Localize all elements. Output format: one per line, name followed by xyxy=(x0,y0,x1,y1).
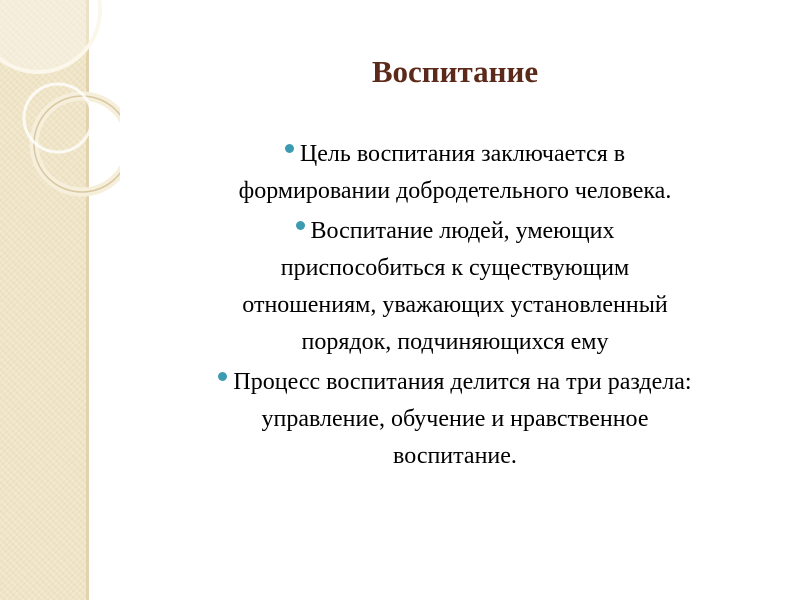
content-area xyxy=(110,0,800,600)
bullet-text: Воспитание людей, умеющих приспособиться к существующим отношениям, уважающих установленный порядок, подчиняющихся ему xyxy=(242,218,668,355)
bullet-item xyxy=(110,364,800,475)
bullet-item xyxy=(110,136,800,210)
bullet-list xyxy=(110,136,800,478)
bullet-text: Процесс воспитания делится на три раздела: управление, обучение и нравственное воспитание. xyxy=(233,369,692,469)
bullet-dot-icon xyxy=(296,221,305,230)
slide-title: Воспитание xyxy=(371,54,539,89)
decorative-rings-icon xyxy=(0,0,120,220)
bullet-dot-icon xyxy=(218,372,227,381)
bullet-item xyxy=(110,213,800,361)
bullet-text: Цель воспитания заключается в формировании добродетельного человека. xyxy=(238,141,672,204)
bullet-dot-icon xyxy=(285,144,294,153)
